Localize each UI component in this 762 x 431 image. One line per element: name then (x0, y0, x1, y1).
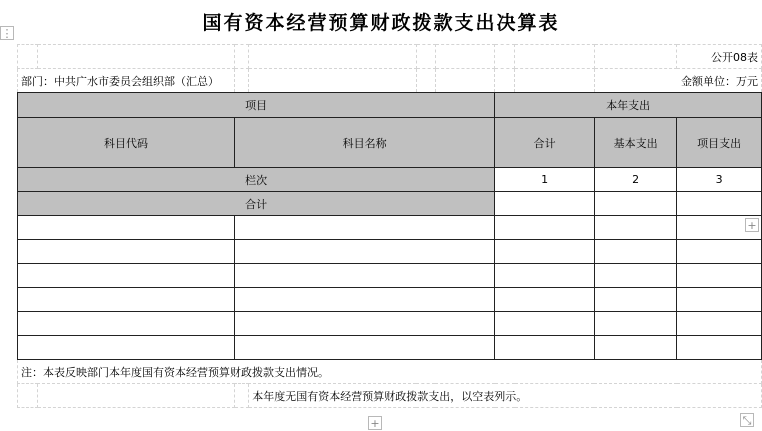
note-1: 注：本表反映部门本年度国有资本经营预算财政拨款支出情况。 (18, 360, 762, 384)
basic-cell[interactable] (594, 216, 676, 240)
add-column-icon[interactable]: + (745, 218, 759, 232)
project-cell[interactable] (677, 288, 762, 312)
table-row (18, 240, 762, 264)
project-cell[interactable] (677, 264, 762, 288)
total-amount-cell[interactable] (495, 192, 595, 216)
note-row-2 (18, 384, 762, 408)
basic-cell[interactable] (594, 336, 676, 360)
project-cell[interactable] (677, 216, 762, 240)
total-project-cell[interactable] (677, 192, 762, 216)
project-header: 项目支出 (677, 118, 762, 168)
name-cell[interactable] (234, 288, 494, 312)
name-cell[interactable] (234, 336, 494, 360)
department-label: 部门：中共广水市委员会组织部（汇总） (18, 69, 235, 93)
total-row (18, 192, 762, 216)
table-row (18, 312, 762, 336)
current-year-header: 本年支出 (495, 93, 762, 118)
page-title: 国有资本经营预算财政拨款支出决算表 (202, 12, 560, 34)
expenditure-table (17, 44, 762, 408)
basic-cell[interactable] (594, 264, 676, 288)
basic-cell[interactable] (594, 288, 676, 312)
total-cell[interactable] (495, 264, 595, 288)
code-cell[interactable] (18, 336, 235, 360)
total-header: 合计 (495, 118, 595, 168)
code-cell[interactable] (18, 312, 235, 336)
name-cell[interactable] (234, 264, 494, 288)
note-row-1 (18, 360, 762, 384)
code-header: 科目代码 (18, 118, 235, 168)
table-row (18, 288, 762, 312)
table-row (18, 264, 762, 288)
form-code-row (18, 45, 762, 69)
name-cell[interactable] (234, 240, 494, 264)
basic-cell[interactable] (594, 312, 676, 336)
header-row-1 (18, 93, 762, 118)
project-cell[interactable] (677, 240, 762, 264)
total-cell[interactable] (495, 312, 595, 336)
code-cell[interactable] (18, 288, 235, 312)
table-row (18, 216, 762, 240)
column-number-row (18, 168, 762, 192)
column-label: 栏次 (18, 168, 495, 192)
meta-row (18, 69, 762, 93)
total-label: 合计 (18, 192, 495, 216)
header-row-2 (18, 118, 762, 168)
name-header: 科目名称 (234, 118, 494, 168)
add-row-icon[interactable]: + (368, 416, 382, 430)
total-cell[interactable] (495, 240, 595, 264)
row-handle-icon[interactable]: ⋮ (1, 27, 13, 40)
column-number-3: 3 (677, 168, 762, 192)
total-cell[interactable] (495, 288, 595, 312)
name-cell[interactable] (234, 312, 494, 336)
code-cell[interactable] (18, 264, 235, 288)
basic-cell[interactable] (594, 240, 676, 264)
basic-header: 基本支出 (594, 118, 676, 168)
name-cell[interactable] (234, 216, 494, 240)
note-2: 本年度无国有资本经营预算财政拨款支出，以空表列示。 (249, 384, 762, 408)
project-cell[interactable] (677, 336, 762, 360)
total-basic-cell[interactable] (594, 192, 676, 216)
project-cell[interactable] (677, 312, 762, 336)
item-header: 项目 (18, 93, 495, 118)
column-number-1: 1 (495, 168, 595, 192)
total-cell[interactable] (495, 336, 595, 360)
unit-label: 金额单位：万元 (594, 69, 761, 93)
total-cell[interactable] (495, 216, 595, 240)
code-cell[interactable] (18, 216, 235, 240)
form-code: 公开08表 (677, 45, 762, 69)
table-row (18, 336, 762, 360)
code-cell[interactable] (18, 240, 235, 264)
column-number-2: 2 (594, 168, 676, 192)
resize-icon[interactable]: ⤡ (740, 413, 754, 427)
